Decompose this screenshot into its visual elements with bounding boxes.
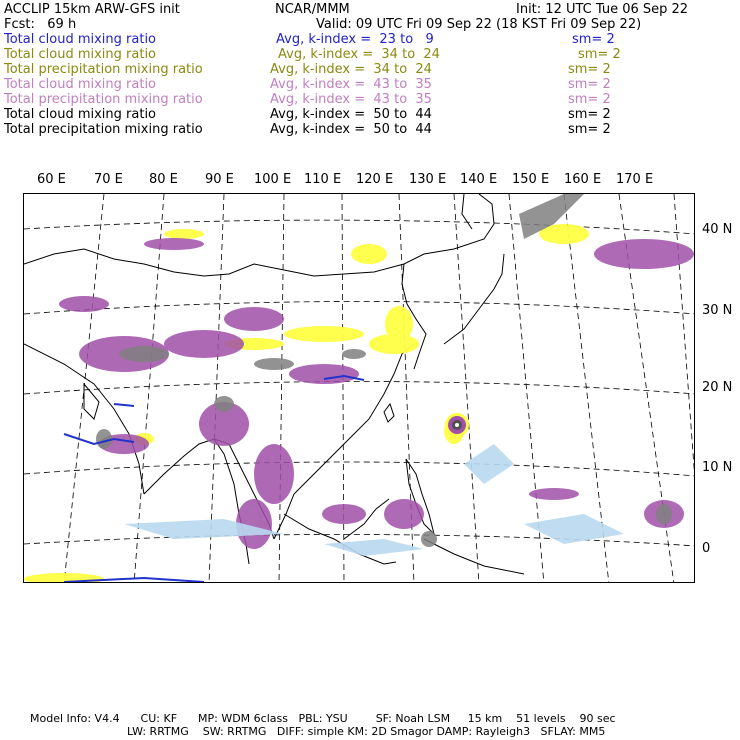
field-name: Total precipitation mixing ratio [4,92,203,107]
init-time: Init: 12 UTC Tue 06 Sep 22 [516,2,689,17]
model-info-line: Model Info: V4.4 CU: KF MP: WDM 6class PBL: YSU SF: Noah LSM 15 km 51 levels 90 sec [30,712,616,725]
purple-cloud-patches [59,238,694,549]
field-smoothing: sm= 2 [568,77,611,92]
field-avg-range: Avg, k-index = 23 to 9 [276,32,434,47]
field-smoothing: sm= 2 [568,62,611,77]
lightblue-cloud-bands [124,444,624,556]
producer-label: NCAR/MMM [275,2,350,17]
longitude-label: 170 E [616,172,654,187]
field-name: Total precipitation mixing ratio [4,62,203,77]
forecast-hour: Fcst: 69 h [4,17,77,32]
field-name: Total cloud mixing ratio [4,107,157,122]
field-avg-range: Avg, k-index = 43 to 35 [270,92,432,107]
latitude-label: 20 N [702,380,733,395]
longitude-label: 100 E [254,172,292,187]
field-smoothing: sm= 2 [568,122,611,137]
latitude-label: 40 N [702,222,733,237]
longitude-label: 120 E [356,172,394,187]
longitude-label: 150 E [512,172,550,187]
map-title: ACCLIP 15km ARW-GFS init [4,2,180,17]
longitude-label: 130 E [409,172,447,187]
field-avg-range: Avg, k-index = 43 to 35 [270,77,432,92]
field-name: Total precipitation mixing ratio [4,122,203,137]
physics-info-line: LW: RRTMG SW: RRTMG DIFF: simple KM: 2D Smagor DAMP: Rayleigh3 SFLAY: MM5 [127,725,606,738]
longitude-label: 70 E [94,172,123,187]
field-avg-range: Avg, k-index = 34 to 24 [278,47,440,62]
latitude-label: 30 N [702,303,733,318]
latitude-label: 10 N [702,460,733,475]
weather-map [23,193,695,583]
field-name: Total cloud mixing ratio [4,47,157,62]
longitude-label: 160 E [564,172,602,187]
field-smoothing: sm= 2 [578,47,621,62]
field-avg-range: Avg, k-index = 50 to 44 [270,107,432,122]
field-smoothing: sm= 2 [572,32,615,47]
field-smoothing: sm= 2 [568,107,611,122]
longitude-label: 90 E [205,172,234,187]
field-smoothing: sm= 2 [568,92,611,107]
field-avg-range: Avg, k-index = 34 to 24 [270,62,432,77]
valid-time: Valid: 09 UTC Fri 09 Sep 22 (18 KST Fri 09 Sep 22) [316,17,642,32]
field-name: Total cloud mixing ratio [4,32,157,47]
latitude-label: 0 [702,541,711,556]
longitude-label: 140 E [460,172,498,187]
typhoon-vortex [445,413,469,437]
field-name: Total cloud mixing ratio [4,77,157,92]
longitude-label: 110 E [304,172,342,187]
longitude-label: 80 E [149,172,178,187]
field-avg-range: Avg, k-index = 50 to 44 [270,122,432,137]
longitude-label: 60 E [37,172,66,187]
coastline-outlines [24,194,524,574]
yellow-cloud-patches [24,224,589,583]
